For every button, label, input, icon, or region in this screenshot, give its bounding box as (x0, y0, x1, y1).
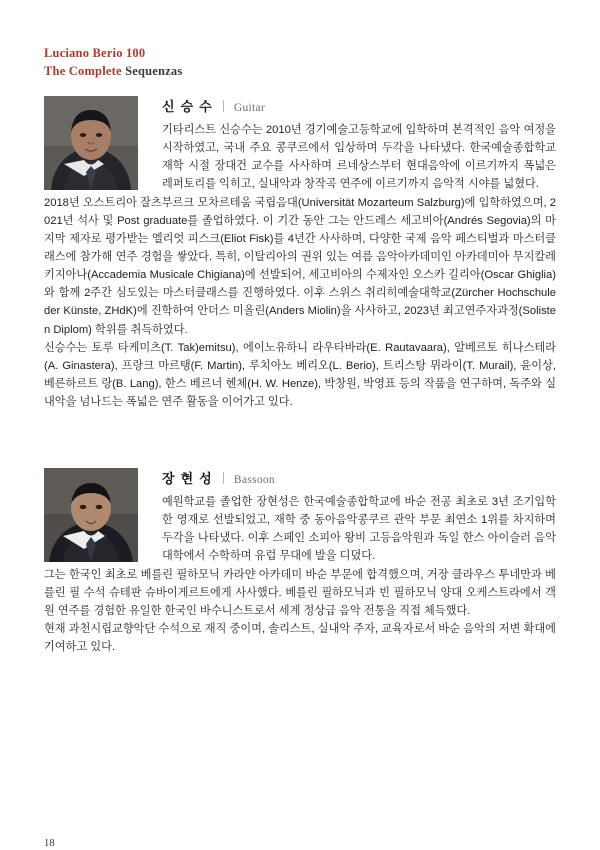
header-subtitle-dark: Sequenzas (125, 64, 183, 79)
artist-info (162, 96, 556, 194)
artist-name-row (162, 96, 556, 112)
artist-portrait (44, 468, 138, 562)
name-divider (223, 472, 224, 484)
bio-paragraph: 기타리스트 신승수는 2010년 경기예술고등학교에 입학하며 본격적인 음악 여정을 시작하였고, 국내 주요 콩쿠르에서 입상하며 두각을 나타냈다. 한국예술종합학교 재학 시절 장대건 교수를 사사하며 르네상스부터 현대음악에 이르기까지 폭넓은 레퍼토리를 익히고, 실내악과 창작곡 연주에 이르기까지 음악적 시야를 넓혔다. (162, 124, 556, 191)
header-line-2 (44, 62, 182, 80)
header-title-main: Luciano Berio 100 (44, 46, 146, 60)
portrait-image-1 (44, 96, 138, 190)
name-divider (223, 100, 224, 112)
bio-paragraph: 예원학교를 졸업한 장현성은 한국예술종합학교에 바순 전공 최초로 3년 조기입학한 영재로 선발되었고, 재학 중 동아음악콩쿠르 관악 부문 최연소 1위를 차지하며 두각을 나타냈다. 이후 스페인 소피아 왕비 고등음악원과 독일 한스 아이슬러 음악대학에서 수학하며 유럽 무대에 발을 디뎠다. (162, 496, 556, 563)
artist-name: 신 승 수 (162, 99, 213, 114)
artist-entry (44, 96, 556, 411)
artist-portrait (44, 96, 138, 190)
page-number: 18 (44, 838, 55, 849)
header-line-1 (44, 44, 182, 62)
artist-name-row (162, 468, 556, 484)
bio-paragraph: 그는 한국인 최초로 베를린 필하모닉 카라얀 아카데미 바순 부문에 합격했으며, 거장 클라우스 투네만과 베를린 필 수석 슈테판 슈바이게르트에게 사사했다. 베를린 필하모닉과 빈 필하모닉 양대 오케스트라에서 객원 연주를 경험한 유일한 한국인 바수니스트로서 세계 정상급 음악 전통을 직접 체득했다. (44, 568, 556, 617)
artist-name: 장 현 성 (162, 471, 213, 486)
page-header (44, 44, 182, 80)
bio-paragraph: 2018년 오스트리아 잘츠부르크 모차르테움 국립음대(Universität Mozarteum Salzburg)에 입학하였으며, 2021년 석사 및 Post graduate를 졸업하였다. 이 기간 동안 그는 안드레스 세고비아(Andrés Segovia)의 마지막 제자로 평가받는 엘리엇 피스크(Eliot Fisk)를 4년간 사사하며, 다양한 국제 음악 페스티벌과 마스터클래스에 참가해 연주 경험을 쌓았다. 특히, 이탈리아의 권위 있는 여름 음악아카데미인 아카데미아 무지칼레 키지아나(Accademia Musicale Chigiana)에 선발되어, 세고비아의 수제자인 오스카 길리아(Oscar Ghiglia)와 함께 2주간 심도있는 마스터클래스를 진행하였다. 이후 스위스 취리히예술대학교(Zürcher Hochschule der Künste, ZHdK)에 진학하여 안더스 미올린(Anders Miolin)을 사사하고, 2023년 최고연주자과정(Solisten Diplom) 학위를 취득하였다. (44, 196, 556, 336)
portrait-image-2 (44, 468, 138, 562)
artist-entry (44, 468, 556, 656)
artist-instrument: Bassoon (233, 474, 275, 486)
artist-instrument: Guitar (233, 102, 266, 114)
bio-paragraph: 현재 과천시립교향악단 수석으로 재직 중이며, 솔리스트, 실내악 주자, 교육자로서 바순 음악의 저변 확대에 기여하고 있다. (44, 622, 556, 654)
bio-paragraph: 신승수는 토루 타케미츠(T. Tak)emitsu), 에이노유하니 라우타바라(E. Rautavaara), 알베르토 히나스테라(A. Ginastera), 프랑크 마르탱(F. Martin), 루치아노 베리오(L. Berio), 트리스탕 뮈라이(T. Murail), 윤이상, 베른하르트 랑(B. Lang), 한스 베르너 헨체(H. W. Henze), 박창원, 박영표 등의 작품을 연구하며, 독주와 실내악을 넘나드는 폭넓은 연주 활동을 이어가고 있다. (44, 341, 556, 409)
header-subtitle-red: The Complete (44, 64, 126, 79)
artist-info (162, 468, 556, 566)
